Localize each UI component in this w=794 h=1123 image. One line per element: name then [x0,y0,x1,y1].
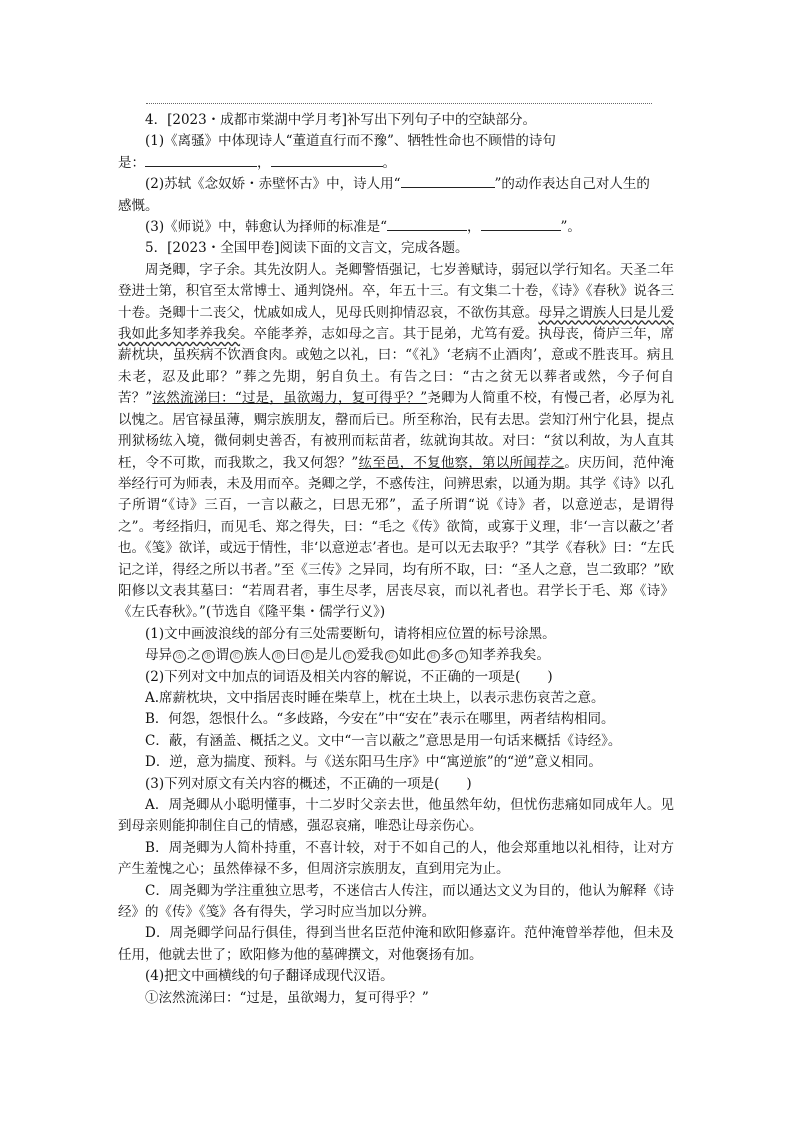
q4-item-2: (2)苏轼《念奴娇・赤壁怀古》中，诗人用“ ”的动作表达自己对人生的 [145,176,650,193]
option-3b[interactable]: B．周尧卿为人简朴持重，不喜计较，对于不如自己的人，他会郑重地以礼相待，让对方产生羞愧之心；虽然俸禄不多，但周济宗族朋友，直到用完为止。 [118,839,674,878]
segment-text: 谓 [215,647,229,664]
segment-text: 爱我 [356,647,384,664]
option-2b[interactable]: B．何怨，怨恨什么。“多歧路，今安在”中“安在”表示在哪里，两者结构相同。 [145,711,615,728]
option-2d[interactable]: D．逆，意为揣度、预料。与《送东阳马生序》中“寓逆旅”的“逆”意义相同。 [145,754,602,771]
segment-text: 是儿 [314,647,342,664]
sub-question-3: (3)下列对原文有关内容的概述，不正确的一项是( ) [145,775,472,792]
break-marker[interactable]: Ⓖ [385,650,398,663]
option-3d[interactable]: D．周尧卿学问品行俱佳，得到当世名臣范仲淹和欧阳修嘉许。范仲淹曾举荐他，但未及任用，他就去世了；欧阳修为他的墓碑撰文，对他褒扬有加。 [118,925,674,963]
q4-item-1-blanks: 是： ， 。 [118,154,396,171]
wavy-underlined-sentence: 母异之谓族人曰是儿爱我如此多知孝养我矣 [118,304,674,343]
break-marker[interactable]: Ⓔ [301,650,314,663]
translation-item-1: ①泫然流涕曰：“过是，虽欲竭力，复可得乎？” [145,989,429,1006]
segment-text: 多 [440,647,454,664]
segment-text: 知孝养我矣。 [469,647,550,664]
break-marker[interactable]: Ⓓ [272,650,285,663]
segment-text: 族人 [244,647,271,664]
break-marker[interactable]: Ⓕ [343,650,356,663]
question-4-heading: 4．[2023・成都市棠湖中学月考]补写出下列句子中的空缺部分。 [145,112,536,128]
answer-blank[interactable] [271,155,383,167]
break-marker[interactable]: Ⓐ [173,650,186,663]
answer-blank[interactable] [145,155,257,167]
answer-blank[interactable] [387,219,467,231]
segmentation-line [118,645,674,666]
segment-text: 母异 [145,647,172,664]
segment-text: 曰 [286,647,300,664]
break-marker[interactable]: Ⓘ [455,650,468,663]
sub-question-4: (4)把文中画横线的句子翻译成现代汉语。 [145,968,394,985]
underlined-sentence-2: 纮至邑，不复他察，第以所闻荐之 [358,454,565,471]
segment-text: 之 [187,647,201,664]
break-marker[interactable]: Ⓑ [202,650,215,663]
separator-dotted-line [146,103,652,104]
break-marker[interactable]: Ⓒ [230,650,243,663]
underlined-sentence-1: 泫然流涕曰：“过是，虽欲竭力，复可得乎？” [152,390,428,407]
q4-item-3: (3)《师说》中，韩愈认为择师的标准是“ ， ”。 [145,219,581,236]
sub-question-1: (1)文中画波浪线的部分有三处需要断句，请将相应位置的标号涂黑。 [145,625,556,642]
question-5-heading: 5．[2023・全国甲卷]阅读下面的文言文，完成各题。 [145,240,469,257]
q4-item-1: (1)《离骚》中体现诗人“董道直行而不豫”、牺牲性命也不顾惜的诗句 [145,133,556,150]
option-2c[interactable]: C．蔽，有涵盖、概括之义。文中“一言以蔽之”意思是用一句话来概括《诗经》。 [145,732,622,749]
document-page [118,103,674,1009]
sub-question-2: (2)下列对文中加点的词语及相关内容的解说，不正确的一项是( ) [145,668,553,685]
option-2a[interactable]: A.席薪枕块，文中指居丧时睡在柴草上，枕在土块上，以表示悲伤哀苦之意。 [145,689,605,706]
option-3c[interactable]: C．周尧卿为学注重独立思考，不迷信古人传注，而以通达文义为目的，他认为解释《诗经》的《传》《笺》各有得失，学习时应当加以分辨。 [118,882,674,921]
option-3a[interactable]: A．周尧卿从小聪明懂事，十二岁时父亲去世，他虽然年幼，但忧伤悲痛如同成年人。见到母亲则能抑制住自己的情感，强忍哀痛，唯恐让母亲伤心。 [118,797,674,835]
q4-item-2-tail: 感慨。 [118,197,159,214]
segment-text: 如此 [398,647,426,664]
passage-text: 周尧卿，字子余。其先汝阴人。尧卿警悟强记，七岁善赋诗，弱冠以学行知名。天圣二年登进士第，积官至太常博士、通判饶州。卒，年五十三。有文集二十卷，《诗》《春秋》说各三十卷。尧卿十二丧父，忧戚如成人，见母氏则抑情忍哀，不欲伤其意。母异之谓族人曰是儿爱我如此多知孝养我矣。卒能孝养，志如母之言。其于昆弟，尤笃有爱。执母丧，倚庐三年，席薪枕块，虽疾病不饮酒食肉。或勉之以礼，曰：“《礼》‘老病不止酒肉’，意或不胜丧耳。病且未老，忍及此耶？”葬之先期，躬自负土。有告之曰：“古之贫无以葬者或然，今子何自苦？”泫然流涕曰：“过是，虽欲竭力，复可得乎？”尧卿为人简重不校，有慢己者，必厚为礼以愧之。居官禄虽薄，赒宗族朋友，罄而后已。所至称治，民有去思。尝知汀州宁化县，提点刑狱杨纮入境，微伺刺史善否，有被刑而耘苗者，纮就询其故。对曰：“贫以利故，为人直其枉，令不可欺，而我欺之，我又何怨？”纮至邑，不复他察，第以所闻荐之。庆历间，范仲淹举经行可为师表，未及用而卒。尧卿之学，不惑传注，问辨思索，以通为期。其学《诗》以孔子所谓“《诗》三百，一言以蔽之，曰思无邪”，孟子所谓“说《诗》者，以意逆志，是谓得之”。考经指归，而见毛、郑之得失，曰：“毛之《传》欲简，或寡于义理，非‘一言以蔽之’者也。《笺》欲详，或远于情性，非‘以意逆志’者也。是可以无去取乎？”其学《春秋》曰：“左氏记之详，得经之所以书者。”至《三传》之异同，均有所不取，曰：“圣人之意，岂二致耶？”欧阳修以文表其墓曰：“若周君者，事生尽孝，居丧尽哀，而以礼者也。君学长于毛、郑《诗》《左氏春秋》。”(节选自《隆平集・儒学行义》) [118,261,675,621]
answer-blank[interactable] [401,176,495,188]
answer-blank[interactable] [481,219,561,231]
break-marker[interactable]: Ⓗ [427,650,440,663]
